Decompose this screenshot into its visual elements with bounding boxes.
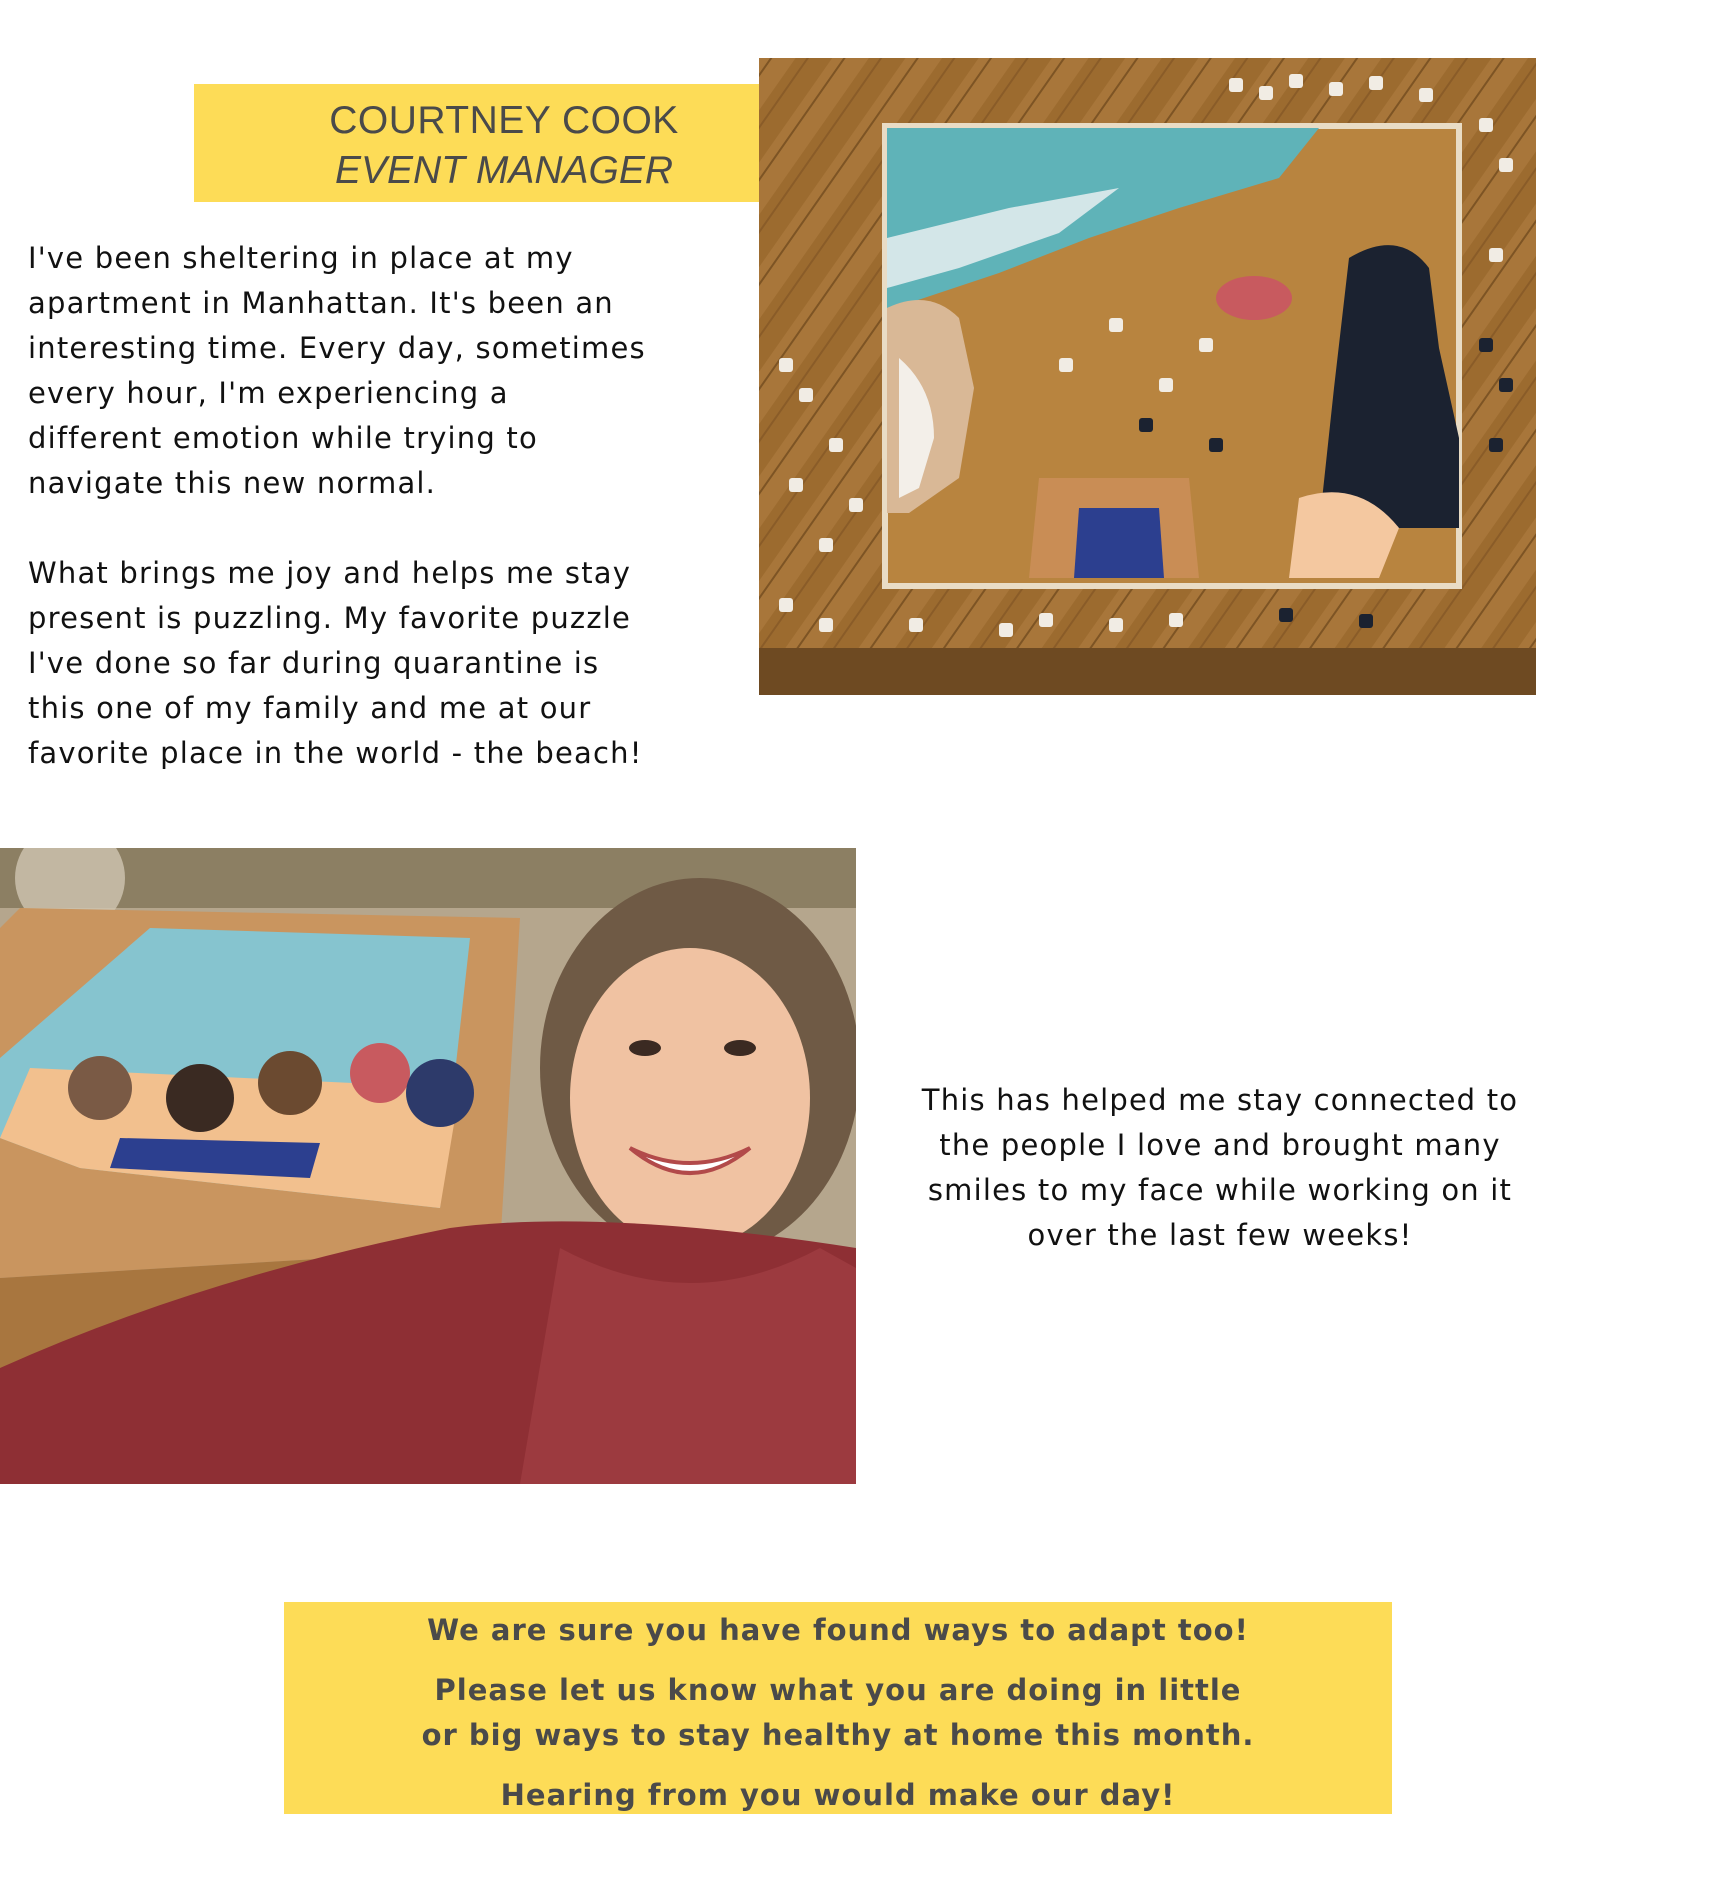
text-line: I've been sheltering in place at my bbox=[28, 241, 574, 275]
text-line: I've done so far during quarantine is bbox=[28, 646, 600, 680]
text-line: different emotion while trying to bbox=[28, 421, 538, 455]
text-line: over the last few weeks! bbox=[1027, 1218, 1413, 1252]
text-line: smiles to my face while working on it bbox=[927, 1173, 1513, 1207]
person-role: EVENT MANAGER bbox=[334, 149, 674, 192]
text-line: this one of my family and me at our bbox=[28, 691, 592, 725]
call-to-action-box bbox=[284, 1602, 1392, 1814]
text-line: every hour, I'm experiencing a bbox=[28, 376, 509, 410]
text-line: navigate this new normal. bbox=[28, 466, 437, 500]
text-line: interesting time. Every day, sometimes bbox=[28, 331, 646, 365]
puzzle-in-progress-photo bbox=[759, 58, 1536, 695]
intro-paragraph-1 bbox=[28, 236, 708, 506]
name-banner bbox=[194, 84, 814, 202]
cta-line-1: We are sure you have found ways to adapt too! bbox=[427, 1613, 1249, 1647]
cta-line-3: or big ways to stay healthy at home this month. bbox=[421, 1718, 1255, 1752]
cta-line-2: Please let us know what you are doing in little bbox=[434, 1673, 1242, 1707]
selfie-with-puzzle-photo bbox=[0, 848, 856, 1484]
text-line: apartment in Manhattan. It's been an bbox=[28, 286, 614, 320]
text-line: What brings me joy and helps me stay bbox=[28, 556, 632, 590]
text-line: the people I love and brought many bbox=[939, 1128, 1501, 1162]
intro-text bbox=[28, 236, 708, 776]
person-name: COURTNEY COOK bbox=[329, 99, 679, 142]
text-line: present is puzzling. My favorite puzzle bbox=[28, 601, 632, 635]
cta-line-4: Hearing from you would make our day! bbox=[500, 1778, 1176, 1812]
connection-text bbox=[900, 1078, 1540, 1258]
text-line: favorite place in the world - the beach! bbox=[28, 736, 643, 770]
intro-paragraph-2 bbox=[28, 551, 708, 776]
text-line: This has helped me stay connected to bbox=[921, 1083, 1519, 1117]
